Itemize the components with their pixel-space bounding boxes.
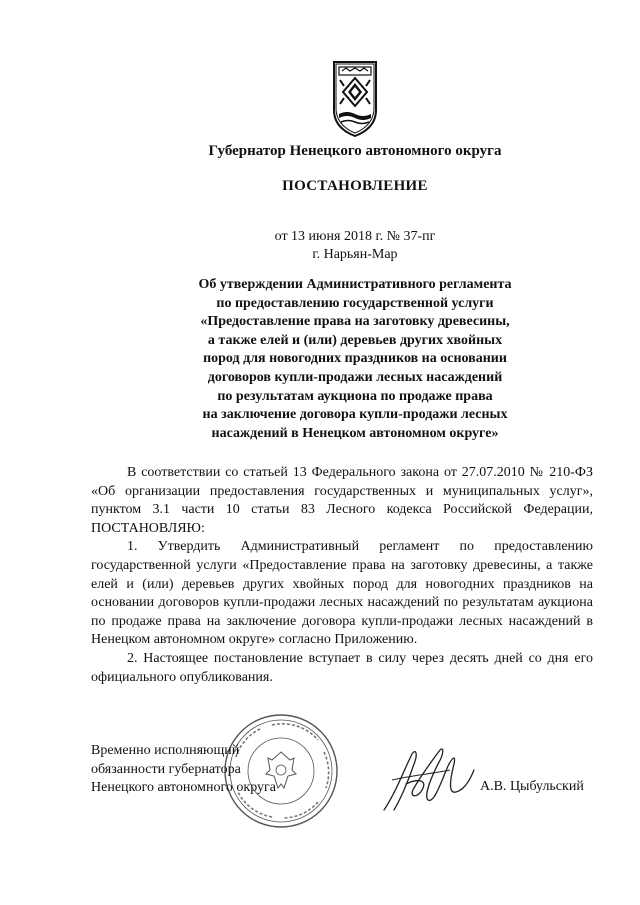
signatory-name: А.В. Цыбульский [480,779,584,794]
title-line: на заключение договора купли-продажи лесных [202,407,508,423]
title-line: по предоставлению государственной услуги [216,295,494,311]
title-line: насаждений в Ненецком автономном округе» [211,425,499,441]
position-line: обязанности губернатора [91,761,241,777]
document-type: ПОСТАНОВЛЕНИЕ [282,178,428,194]
signatory-position [91,742,276,798]
place: г. Нарьян-Мар [312,247,398,262]
date-and-place [0,228,640,264]
date-number: от 13 июня 2018 г. № 37-пг [274,229,436,244]
preamble-paragraph: В соответствии со статьей 13 Федерального закона от 27.07.2010 № 210-ФЗ «Об организации предоставления государственных и муниципальных услуг», пунктом 3.1 части 10 статьи 83 Лесного кодекса Российской Федерации, ПОСТАНОВЛЯЮ: [91,465,593,536]
document-title [0,276,640,443]
title-line: а также елей и (или) деревьев других хвойных [207,332,503,348]
position-line: Временно исполняющий [91,743,240,758]
clause-1-paragraph: 1. Утвердить Административный регламент по предоставлению государственной услуги «Предоставление права на заготовку древесины, а также елей и (или) деревьев других хвойных пород для новогодних праздников на основании договоров купли-продажи лесных насаждений по результатам аукциона по продаже права на заключение договора купли-продажи лесных насаждений в Ненецком автономном округе» согласно Приложению. [91,539,593,648]
handwritten-signature [378,740,478,818]
clause-2-paragraph: 2. Настоящее постановление вступает в силу через десять дней со дня его официального опубликования. [91,650,593,685]
document-body [91,464,593,687]
position-line: Ненецкого автономного округа [91,780,276,796]
title-line: по результатам аукциона по продаже права [217,388,493,404]
title-line: пород для новогодних праздников на основании [203,351,507,367]
issuing-authority: Губернатор Ненецкого автономного округа [208,143,502,159]
title-line: Об утверждении Административного регламента [198,277,512,292]
title-line: договоров купли-продажи лесных насаждений [207,369,503,385]
coat-of-arms-emblem [330,58,380,140]
title-line: «Предоставление права на заготовку древесины, [200,314,510,330]
